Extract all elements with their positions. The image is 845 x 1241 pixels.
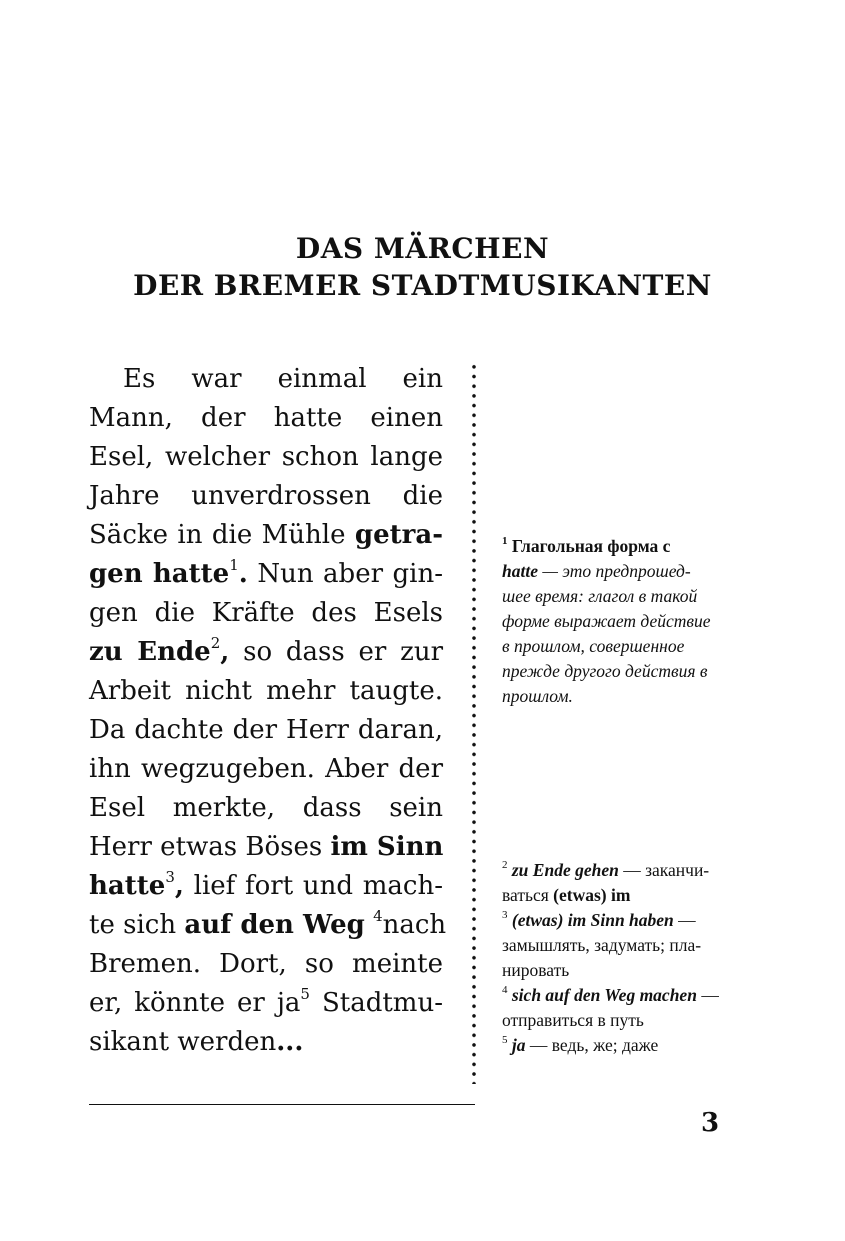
chapter-title-line-2: DER BREMER STADTMUSIKANTEN — [133, 269, 712, 302]
footnote-1 — [502, 534, 762, 709]
footnote-number: 5 — [502, 1034, 508, 1047]
footnote-number: 4 — [502, 984, 508, 997]
footnote-term: zu Ende gehen — [507, 860, 619, 880]
footnote-line — [502, 534, 762, 559]
bold-term: hatte — [89, 871, 166, 901]
bold-term: ... — [276, 1027, 304, 1057]
bold-term: im Sinn — [330, 832, 444, 862]
story-line — [89, 828, 443, 867]
footnote-term: hatte — [502, 561, 538, 581]
chapter-title — [0, 230, 845, 304]
footnote-ref: 2 — [210, 634, 221, 653]
page-number: 3 — [700, 1108, 720, 1138]
chapter-title-line-1: DAS MÄRCHEN — [295, 232, 550, 265]
footnote-line — [502, 908, 762, 933]
footnote-line: форме выражает действие — [502, 611, 711, 631]
footnote-line — [502, 559, 762, 584]
story-line: ihn wegzugeben. Aber der — [89, 754, 443, 784]
footnote-ref: 4 — [373, 907, 383, 926]
footnote-ref: 1 — [229, 556, 239, 575]
text-run: sikant werden — [89, 1027, 277, 1057]
story-line — [89, 906, 447, 945]
story-line — [89, 1023, 443, 1062]
footnote-line — [502, 983, 762, 1008]
bold-term: gen hatte — [89, 559, 230, 589]
text-run: Nun aber gin- — [247, 559, 443, 589]
footnote-line: замышлять, задумать; пла- — [502, 935, 702, 955]
story-line: Arbeit nicht mehr taugte. — [89, 676, 443, 706]
footnote-line — [502, 858, 762, 883]
text-run: — это предпрошед- — [537, 561, 691, 581]
text-run: Säcke in die Mühle — [89, 520, 355, 550]
footnote-term: ja — [507, 1035, 526, 1055]
text-run: Stadtmu- — [309, 988, 443, 1018]
footnote-number: 1 — [502, 535, 508, 548]
story-line: Bremen. Dort, so meinte — [89, 949, 443, 979]
footnote-line — [502, 1033, 762, 1058]
footnote-line: прежде другого действия в — [502, 661, 708, 681]
bold-term: , — [174, 871, 184, 901]
story-line: Esel merkte, dass sein — [89, 793, 443, 823]
footnote-line: отправиться в путь — [502, 1010, 644, 1030]
text-run: — ведь, же; даже — [525, 1035, 659, 1055]
footnote-line: шее время: глагол в такой — [502, 586, 698, 606]
story-line: Da dachte der Herr daran, — [89, 715, 443, 745]
bold-term: getra- — [354, 520, 443, 550]
story-line: Mann, der hatte einen — [89, 403, 443, 433]
footnote-term: (etwas) im Sinn haben — [507, 910, 674, 930]
bold-term: , — [220, 637, 230, 667]
footnote-line — [502, 883, 762, 908]
footnote-line: нировать — [502, 960, 570, 980]
story-line — [89, 984, 443, 1023]
story-line — [89, 555, 443, 594]
text-run: Глагольная форма с — [507, 536, 671, 556]
footnote-line: прошлом. — [502, 686, 573, 706]
text-run: te sich — [89, 910, 185, 940]
text-run: lief fort und mach- — [183, 871, 443, 901]
footnote-ref: 5 — [300, 985, 310, 1004]
footnotes-2-5 — [502, 858, 762, 1058]
story-line — [89, 516, 443, 555]
story-text — [89, 360, 447, 1062]
text-run: Herr etwas Böses — [89, 832, 331, 862]
bold-term: auf den Weg — [184, 910, 365, 940]
story-line — [89, 867, 443, 906]
bottom-rule — [89, 1104, 475, 1105]
footnote-number: 3 — [502, 909, 508, 922]
text-run: er, könnte er ja — [89, 988, 301, 1018]
dotted-divider — [472, 362, 476, 1084]
story-line: Esel, welcher schon lange — [89, 442, 443, 472]
story-line — [89, 633, 443, 672]
footnote-number: 2 — [502, 859, 508, 872]
footnote-line: в прошлом, совершенное — [502, 636, 685, 656]
text-run: so dass er zur — [229, 637, 443, 667]
story-line: Es war einmal ein — [123, 364, 443, 394]
footnote-term: (etwas) im — [553, 885, 631, 905]
text-run: ваться — [502, 885, 554, 905]
text-run: — — [673, 910, 696, 930]
text-run: — заканчи- — [618, 860, 710, 880]
bold-term: . — [238, 559, 248, 589]
text-run: nach — [382, 910, 447, 940]
story-line: gen die Kräfte des Esels — [89, 598, 443, 628]
text-run: — — [696, 985, 719, 1005]
story-line: Jahre unverdrossen die — [89, 481, 443, 511]
bold-term: zu Ende — [89, 637, 211, 667]
footnote-ref: 3 — [165, 868, 175, 887]
footnote-term: sich auf den Weg machen — [507, 985, 697, 1005]
